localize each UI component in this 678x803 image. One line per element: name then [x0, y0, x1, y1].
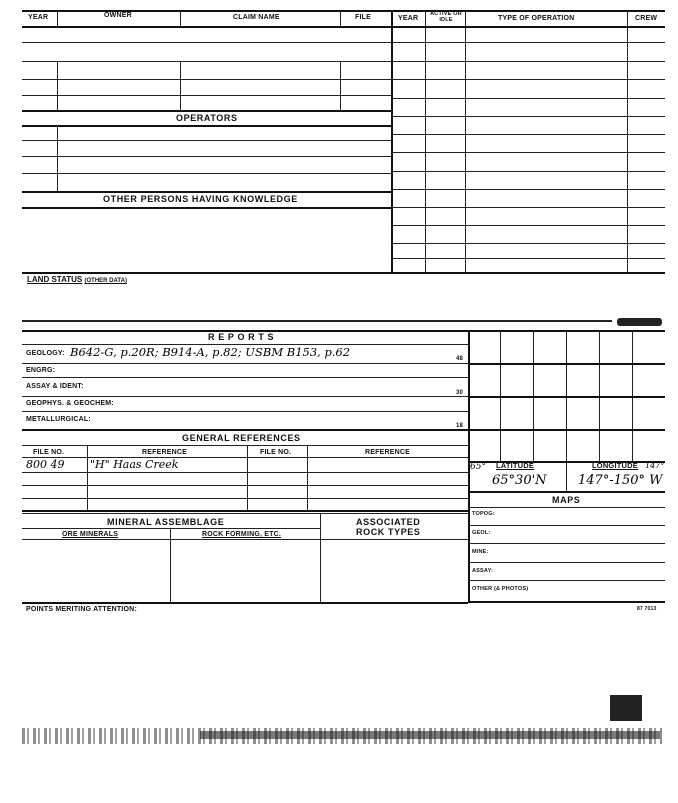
maps-title: MAPS	[552, 495, 581, 505]
col-type-of-operation: TYPE OF OPERATION	[498, 15, 575, 22]
col-claim-name: CLAIM NAME	[233, 14, 280, 21]
gr-col-file-no-2: FILE NO.	[260, 449, 292, 456]
col-file: FILE	[355, 14, 371, 21]
operators-label: OPERATORS	[176, 113, 238, 123]
gr-row1-reference: "H" Haas Creek	[90, 458, 179, 471]
gr-col-reference: REFERENCE	[142, 449, 187, 456]
scan-artifact-block	[610, 695, 642, 721]
reports-title: R E P O R T S	[208, 332, 275, 342]
form-number: 87 7013	[637, 606, 657, 612]
ore-minerals-label: ORE MINERALS	[62, 531, 119, 538]
longitude-value: 147°-150° W	[578, 473, 663, 488]
lat-prefix: 65°	[470, 462, 486, 472]
report-number-30: 30	[456, 390, 464, 396]
general-references-title: GENERAL REFERENCES	[182, 433, 301, 443]
col-owner: OWNER	[104, 12, 132, 19]
lon-prefix: 147°	[645, 461, 665, 470]
maps-other: OTHER (& PHOTOS)	[472, 586, 529, 592]
associated-label: ASSOCIATED	[356, 517, 421, 527]
land-status-label: LAND STATUS (OTHER DATA)	[27, 275, 127, 284]
rock-types-label: ROCK TYPES	[356, 527, 421, 537]
engrg-label: ENGRG:	[26, 367, 56, 374]
col-crew: CREW	[635, 15, 658, 22]
report-number-18: 18	[456, 423, 464, 429]
geology-label: GEOLOGY:	[26, 350, 65, 357]
geology-value: B642-G, p.20R; B914-A, p.82; USBM B153, p.62	[70, 345, 351, 359]
maps-topog: TOPOG:	[472, 511, 495, 517]
maps-mine: MINE:	[472, 549, 489, 555]
col-year: YEAR	[28, 14, 49, 21]
rock-forming-label: ROCK FORMING, ETC.	[202, 531, 282, 538]
latitude-label: LATITUDE	[496, 461, 535, 470]
points-meriting-attention: POINTS MERITING ATTENTION:	[26, 606, 137, 613]
col-active-idle: ACTIVE OR IDLE	[430, 11, 462, 23]
col-year-2: YEAR	[398, 15, 419, 22]
gr-col-file-no: FILE NO.	[33, 449, 65, 456]
geophys-label: GEOPHYS. & GEOCHEM:	[26, 400, 114, 407]
longitude-label: LONGITUDE	[592, 461, 638, 470]
maps-geol: GEOL:	[472, 530, 491, 536]
latitude-value: 65°30'N	[492, 473, 547, 488]
report-number-48: 48	[456, 356, 464, 362]
mineral-assemblage-title: MINERAL ASSEMBLAGE	[107, 517, 225, 527]
assay-ident-label: ASSAY & IDENT:	[26, 383, 84, 390]
other-persons-label: OTHER PERSONS HAVING KNOWLEDGE	[103, 194, 298, 204]
gr-row1-file: 800 49	[26, 458, 65, 471]
maps-assay: ASSAY:	[472, 568, 494, 574]
metallurgical-label: METALLURGICAL:	[26, 416, 91, 423]
gr-col-reference-2: REFERENCE	[365, 449, 410, 456]
